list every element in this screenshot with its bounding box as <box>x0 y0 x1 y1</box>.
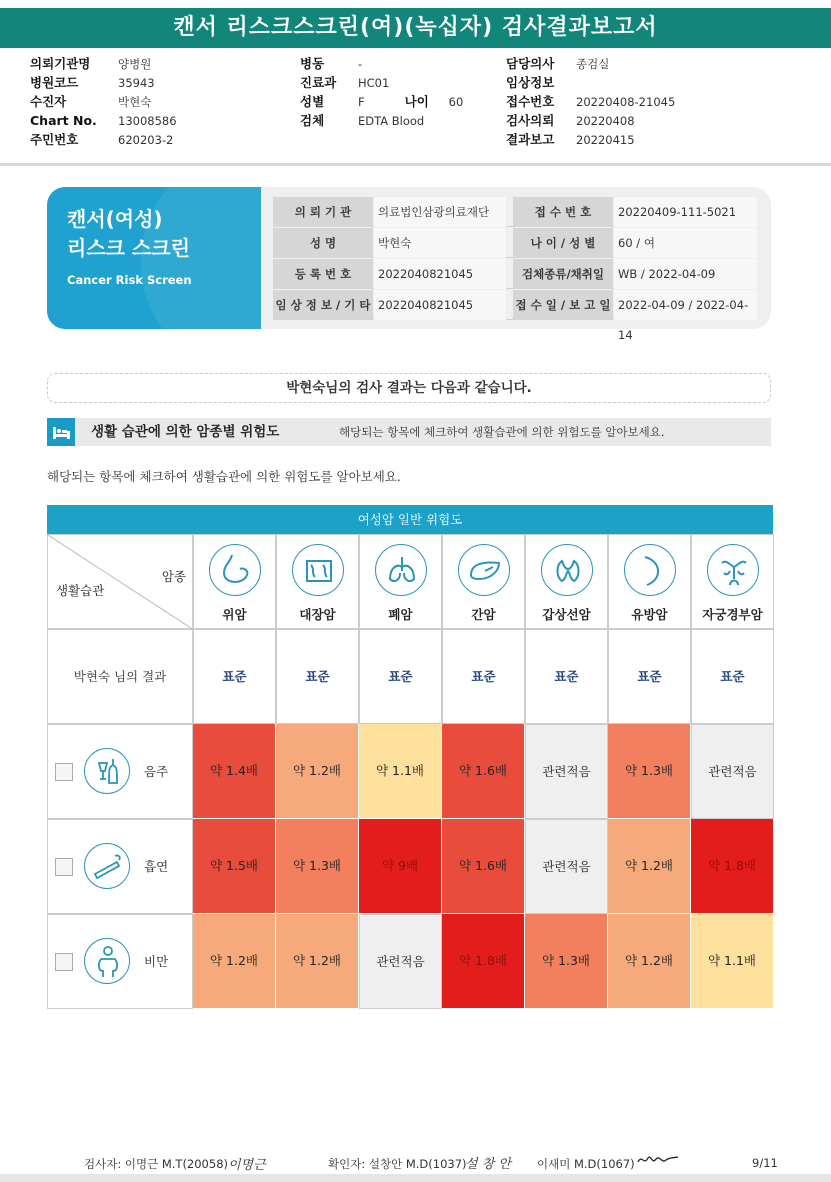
info-col-1 <box>30 54 177 149</box>
risk-cell: 약 1.2배 <box>608 914 691 1009</box>
card-value: 2022040821045 <box>374 290 506 320</box>
summary-card <box>47 187 771 342</box>
risk-cell: 관련적음 <box>525 724 608 819</box>
info-value: 종검실 <box>576 57 610 71</box>
divider <box>0 163 831 166</box>
info-value: F <box>358 95 365 109</box>
summary-text: 박현숙님의 검사 결과는 다음과 같습니다. <box>47 373 771 403</box>
age-label: 나이 <box>404 94 429 109</box>
bed-icon <box>47 418 75 446</box>
risk-cell: 관련적음 <box>691 724 774 819</box>
card-row <box>273 228 757 258</box>
card-label: 접 수 일 / 보 고 일 <box>513 290 613 320</box>
info-value: - <box>358 57 363 71</box>
corner-cancer-label: 암종 <box>161 569 186 584</box>
risk-cell: 약 1.3배 <box>608 724 691 819</box>
risk-cell: 약 1.4배 <box>193 724 276 819</box>
cancer-column-header <box>193 534 276 629</box>
info-label: 진료과 <box>300 75 337 90</box>
risk-cell: 약 1.8배 <box>691 819 774 914</box>
card-row <box>273 197 757 227</box>
card-value: 60 / 여 <box>614 228 757 258</box>
thyroid-icon <box>541 544 593 596</box>
result-value: 표준 <box>276 629 359 724</box>
cancer-name: 유방암 <box>631 607 668 622</box>
breast-icon <box>624 544 676 596</box>
card-value: 2022040821045 <box>374 259 506 289</box>
info-row <box>30 73 177 92</box>
info-label: 검체 <box>300 113 325 128</box>
risk-cell: 약 1.6배 <box>442 724 525 819</box>
risk-cell: 약 1.8배 <box>442 914 525 1009</box>
risk-cell: 약 1.2배 <box>276 914 359 1009</box>
info-col-2 <box>300 54 463 130</box>
age-value: 60 <box>448 95 464 109</box>
info-row <box>300 111 463 130</box>
info-row <box>30 111 177 130</box>
table-header: 여성암 일반 위험도 <box>47 505 773 534</box>
table-corner <box>47 534 193 629</box>
doctor-signature <box>636 1152 680 1171</box>
cancer-name: 갑상선암 <box>542 607 591 622</box>
result-value: 표준 <box>442 629 525 724</box>
habit-row-header <box>47 819 193 914</box>
info-value: EDTA Blood <box>358 114 425 128</box>
tester-signature: 이명근 <box>228 1158 266 1173</box>
card-label: 성 명 <box>273 228 373 258</box>
card-label: 임 상 정 보 / 기 타 <box>273 290 373 320</box>
card-label: 등 록 번 호 <box>273 259 373 289</box>
corner-habit-label: 생활습관 <box>56 583 105 598</box>
result-row-label: 박현숙 님의 결과 <box>47 629 193 724</box>
risk-cell: 약 1.2배 <box>608 819 691 914</box>
risk-cell: 약 1.1배 <box>359 724 442 819</box>
page-number: 9/11 <box>752 1156 778 1170</box>
brand-panel <box>47 187 261 329</box>
cancer-name: 간암 <box>471 607 496 622</box>
card-label: 접 수 번 호 <box>513 197 613 227</box>
cancer-column-header <box>276 534 359 629</box>
colon-icon <box>292 544 344 596</box>
section-header <box>47 418 771 446</box>
info-value: 박현숙 <box>118 95 152 109</box>
info-value: 13008586 <box>118 114 177 128</box>
habit-row-header <box>47 914 193 1009</box>
risk-cell: 약 1.6배 <box>442 819 525 914</box>
section-hint: 해당되는 항목에 체크하여 생활습관에 의한 위험도를 알아보세요. <box>339 425 665 439</box>
cancer-column-header <box>442 534 525 629</box>
info-row <box>506 92 675 111</box>
checker-signature: 설 창 안 <box>465 1157 511 1172</box>
info-label: 수진자 <box>30 94 67 109</box>
info-row <box>300 54 463 73</box>
info-value: HC01 <box>358 76 390 90</box>
info-row <box>300 73 463 92</box>
doctor-label: 이새미 M.D(1067) <box>537 1157 635 1171</box>
info-label: 검사의뢰 <box>506 113 555 128</box>
result-value: 표준 <box>193 629 276 724</box>
risk-cell: 약 1.3배 <box>525 914 608 1009</box>
risk-cell: 약 1.3배 <box>276 819 359 914</box>
liver-icon <box>458 544 510 596</box>
info-value: 620203-2 <box>118 133 174 147</box>
instruction-text: 해당되는 항목에 체크하여 생활습관에 의한 위험도를 알아보세요. <box>47 469 401 484</box>
risk-cell: 관련적음 <box>359 914 442 1009</box>
brand-subtitle: Cancer Risk Screen <box>67 273 192 287</box>
tester-label: 검사자: 이명근 M.T(20058) <box>84 1157 228 1171</box>
brand-title-2: 리스크 스크린 <box>67 236 190 260</box>
info-label: 성별 <box>300 94 325 109</box>
habit-row-header <box>47 724 193 819</box>
info-col-3 <box>506 54 675 149</box>
info-label: 담당의사 <box>506 56 555 71</box>
info-row <box>30 54 177 73</box>
alcohol-icon <box>84 748 130 794</box>
info-label: 주민번호 <box>30 132 79 147</box>
risk-cell: 약 1.5배 <box>193 819 276 914</box>
card-value: 20220409-111-5021 <box>614 197 757 227</box>
obesity-icon <box>84 938 130 984</box>
result-value: 표준 <box>608 629 691 724</box>
info-row <box>30 92 177 111</box>
risk-cell: 약 1.1배 <box>691 914 774 1009</box>
result-value: 표준 <box>359 629 442 724</box>
card-row <box>273 290 757 342</box>
card-label: 검체종류/채취일 <box>513 259 613 289</box>
info-row <box>506 111 675 130</box>
info-label: 접수번호 <box>506 94 555 109</box>
card-label: 나 이 / 성 별 <box>513 228 613 258</box>
cancer-name: 위암 <box>222 607 247 622</box>
section-title: 생활 습관에 의한 암종별 위험도 <box>91 424 280 440</box>
risk-table <box>47 505 773 1010</box>
card-value: WB / 2022-04-09 <box>614 259 757 289</box>
result-value: 표준 <box>691 629 774 724</box>
risk-cell: 약 9배 <box>359 819 442 914</box>
habit-name: 비만 <box>144 954 169 969</box>
cancer-name: 폐암 <box>388 607 413 622</box>
smoking-icon <box>84 843 130 889</box>
info-label: Chart No. <box>30 113 97 128</box>
habit-checkbox[interactable] <box>55 763 73 781</box>
info-label: 병원코드 <box>30 75 79 90</box>
info-label: 결과보고 <box>506 132 555 147</box>
habit-name: 음주 <box>144 764 169 779</box>
info-value: 35943 <box>118 76 155 90</box>
card-row <box>273 259 757 289</box>
card-value: 박현숙 <box>374 228 506 258</box>
brand-decoration <box>141 187 261 329</box>
lung-icon <box>375 544 427 596</box>
footer-bar <box>0 1174 831 1182</box>
risk-cell: 약 1.2배 <box>276 724 359 819</box>
habit-name: 흡연 <box>144 859 169 874</box>
cancer-column-header <box>359 534 442 629</box>
info-value: 양병원 <box>118 57 152 71</box>
cancer-name: 대장암 <box>299 607 336 622</box>
result-value: 표준 <box>525 629 608 724</box>
cancer-column-header <box>608 534 691 629</box>
stomach-icon <box>209 544 261 596</box>
info-value: 20220408 <box>576 114 635 128</box>
card-label: 의 뢰 기 관 <box>273 197 373 227</box>
habit-checkbox[interactable] <box>55 953 73 971</box>
info-row <box>30 130 177 149</box>
info-label: 의뢰기관명 <box>30 56 91 71</box>
checker-label: 확인자: 설창안 M.D(1037) <box>328 1157 467 1171</box>
card-value: 의료법인삼광의료재단 <box>374 197 506 227</box>
card-value: 2022-04-09 / 2022-04-14 <box>614 290 757 320</box>
risk-cell: 약 1.2배 <box>193 914 276 1009</box>
info-row <box>506 54 675 73</box>
risk-cell: 관련적음 <box>525 819 608 914</box>
brand-title-1: 캔서(여성) <box>67 207 163 231</box>
info-label: 병동 <box>300 56 325 71</box>
info-row <box>506 130 675 149</box>
habit-checkbox[interactable] <box>55 858 73 876</box>
info-value: 20220408-21045 <box>576 95 676 109</box>
info-row <box>300 92 463 111</box>
info-value: 20220415 <box>576 133 635 147</box>
info-row <box>506 73 675 92</box>
cancer-column-header <box>691 534 774 629</box>
info-label: 임상정보 <box>506 75 555 90</box>
uterus-icon <box>707 544 759 596</box>
report-title: 캔서 리스크스크린(여)(녹십자) 검사결과보고서 <box>0 8 831 48</box>
cancer-column-header <box>525 534 608 629</box>
cancer-name: 자궁경부암 <box>702 607 763 622</box>
